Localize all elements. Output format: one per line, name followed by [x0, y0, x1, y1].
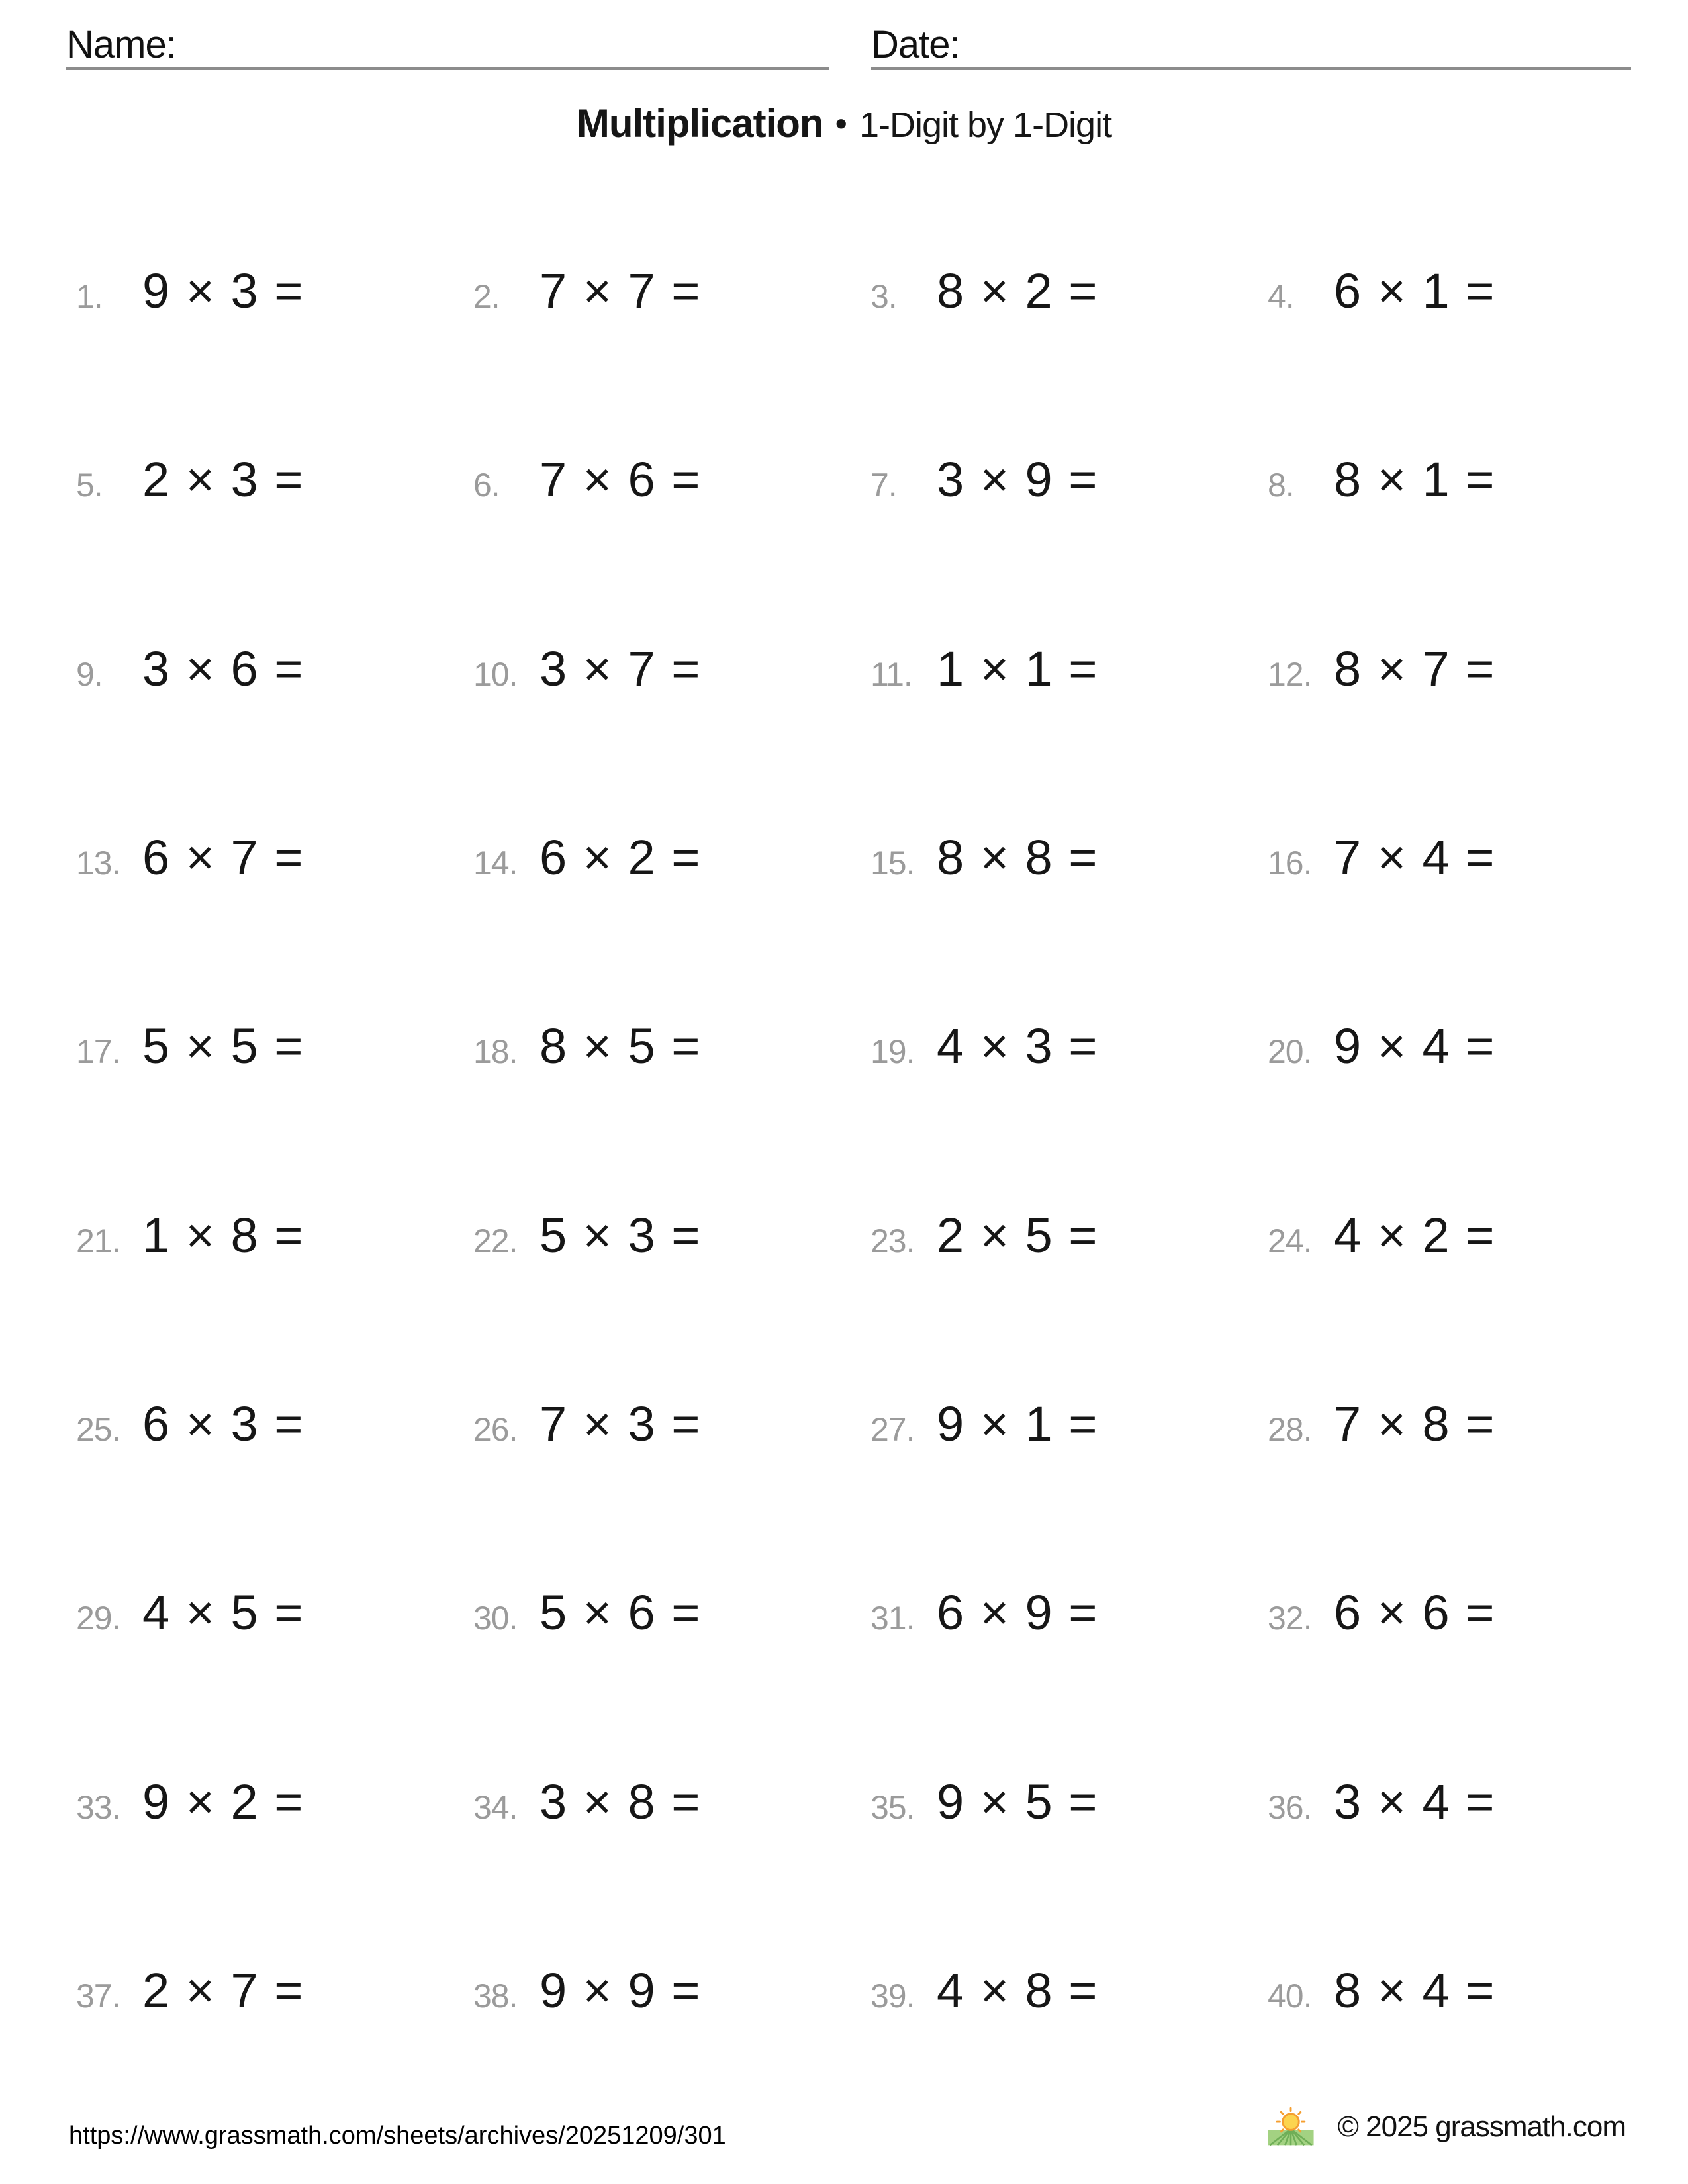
- problem-item: [473, 1207, 870, 1263]
- problem-number: 3.: [870, 278, 897, 316]
- title-main: Multiplication: [576, 101, 823, 146]
- problem-item: [76, 1018, 473, 1074]
- problem-item: [870, 1774, 1268, 1830]
- date-label: Date:: [871, 23, 960, 66]
- problem-number: 20.: [1268, 1033, 1312, 1071]
- problem-item: [1268, 1207, 1665, 1263]
- problem-number: 14.: [473, 844, 518, 882]
- problem-item: [870, 1207, 1268, 1263]
- problem-item: [473, 1584, 870, 1641]
- footer-url: https://www.grassmath.com/sheets/archives/20251209/301: [69, 2122, 726, 2150]
- problem-item: [870, 1018, 1268, 1074]
- problem-expression: 3 × 6 =: [142, 641, 303, 696]
- problem-expression: 4 × 8 =: [937, 1962, 1097, 2018]
- problem-expression: 6 × 6 =: [1334, 1585, 1494, 1641]
- problem-number: 37.: [76, 1977, 120, 2015]
- problem-item: [1268, 1396, 1665, 1452]
- problem-item: [1268, 451, 1665, 508]
- problem-item: [870, 1584, 1268, 1641]
- sun-over-field-icon: [1267, 2107, 1315, 2147]
- problem-item: [1268, 263, 1665, 319]
- problem-expression: 9 × 9 =: [539, 1962, 700, 2018]
- problem-expression: 8 × 5 =: [539, 1019, 700, 1074]
- problem-item: [1268, 829, 1665, 886]
- problem-item: [473, 1396, 870, 1452]
- problem-expression: 5 × 3 =: [539, 1207, 700, 1263]
- problem-number: 25.: [76, 1410, 120, 1448]
- problem-item: [473, 1962, 870, 2019]
- problem-item: [870, 829, 1268, 886]
- problem-item: [473, 641, 870, 697]
- problem-number: 29.: [76, 1600, 120, 1637]
- problem-number: 36.: [1268, 1788, 1312, 1826]
- problem-number: 13.: [76, 844, 120, 882]
- problem-number: 34.: [473, 1788, 518, 1826]
- problem-expression: 6 × 2 =: [539, 830, 700, 886]
- problem-item: [76, 1396, 473, 1452]
- problem-number: 26.: [473, 1410, 518, 1448]
- problem-number: 31.: [870, 1600, 915, 1637]
- problem-number: 22.: [473, 1222, 518, 1259]
- problem-expression: 2 × 7 =: [142, 1962, 303, 2018]
- problem-number: 38.: [473, 1977, 518, 2015]
- problem-item: [473, 1018, 870, 1074]
- problem-expression: 1 × 8 =: [142, 1207, 303, 1263]
- problem-expression: 7 × 6 =: [539, 452, 700, 508]
- problem-number: 27.: [870, 1410, 915, 1448]
- problem-number: 15.: [870, 844, 915, 882]
- problem-expression: 2 × 5 =: [937, 1207, 1097, 1263]
- problem-item: [473, 263, 870, 319]
- problem-item: [76, 1207, 473, 1263]
- problem-expression: 2 × 3 =: [142, 452, 303, 508]
- problem-number: 8.: [1268, 467, 1294, 504]
- problem-number: 21.: [76, 1222, 120, 1259]
- problem-expression: 7 × 3 =: [539, 1396, 700, 1451]
- problem-item: [76, 1584, 473, 1641]
- problem-number: 9.: [76, 655, 103, 693]
- problem-number: 16.: [1268, 844, 1312, 882]
- problem-item: [1268, 1018, 1665, 1074]
- footer-brand: [1267, 2107, 1626, 2147]
- problem-item: [870, 263, 1268, 319]
- problem-number: 32.: [1268, 1600, 1312, 1637]
- problem-expression: 8 × 8 =: [937, 830, 1097, 886]
- problem-expression: 9 × 5 =: [937, 1774, 1097, 1829]
- problem-item: [76, 829, 473, 886]
- problem-number: 2.: [473, 278, 500, 316]
- problem-item: [870, 451, 1268, 508]
- problem-expression: 4 × 2 =: [1334, 1207, 1494, 1263]
- problem-expression: 3 × 4 =: [1334, 1774, 1494, 1829]
- problem-item: [473, 1774, 870, 1830]
- problem-expression: 7 × 7 =: [539, 263, 700, 319]
- problem-number: 7.: [870, 467, 897, 504]
- problem-expression: 9 × 3 =: [142, 263, 303, 319]
- problem-number: 40.: [1268, 1977, 1312, 2015]
- problem-number: 6.: [473, 467, 500, 504]
- title-separator: •: [835, 105, 847, 142]
- problem-expression: 4 × 3 =: [937, 1019, 1097, 1074]
- problem-expression: 6 × 7 =: [142, 830, 303, 886]
- problem-item: [76, 263, 473, 319]
- problem-number: 18.: [473, 1033, 518, 1071]
- problem-item: [1268, 1774, 1665, 1830]
- problem-number: 19.: [870, 1033, 915, 1071]
- problem-expression: 3 × 7 =: [539, 641, 700, 696]
- problem-expression: 9 × 4 =: [1334, 1019, 1494, 1074]
- title-subtitle: 1-Digit by 1-Digit: [859, 105, 1112, 145]
- problem-expression: 8 × 4 =: [1334, 1962, 1494, 2018]
- problem-expression: 6 × 3 =: [142, 1396, 303, 1451]
- problem-item: [76, 641, 473, 697]
- problem-expression: 8 × 7 =: [1334, 641, 1494, 696]
- problem-expression: 9 × 1 =: [937, 1396, 1097, 1451]
- problem-number: 5.: [76, 467, 103, 504]
- problem-number: 4.: [1268, 278, 1294, 316]
- problem-number: 17.: [76, 1033, 120, 1071]
- problem-expression: 5 × 5 =: [142, 1019, 303, 1074]
- problem-number: 39.: [870, 1977, 915, 2015]
- problem-item: [76, 1962, 473, 2019]
- problem-item: [870, 1396, 1268, 1452]
- problem-number: 33.: [76, 1788, 120, 1826]
- problem-expression: 1 × 1 =: [937, 641, 1097, 696]
- problem-expression: 5 × 6 =: [539, 1585, 700, 1641]
- problem-expression: 7 × 4 =: [1334, 830, 1494, 886]
- worksheet-title: [0, 101, 1688, 146]
- problem-number: 1.: [76, 278, 103, 316]
- problem-expression: 9 × 2 =: [142, 1774, 303, 1829]
- problem-item: [76, 1774, 473, 1830]
- date-blank-line: [871, 67, 1631, 70]
- copyright-text: © 2025 grassmath.com: [1337, 2111, 1626, 2143]
- problem-item: [473, 829, 870, 886]
- problem-item: [1268, 641, 1665, 697]
- name-blank-line: [66, 67, 829, 70]
- problem-number: 24.: [1268, 1222, 1312, 1259]
- problem-number: 35.: [870, 1788, 915, 1826]
- problem-number: 10.: [473, 655, 518, 693]
- problem-number: 23.: [870, 1222, 915, 1259]
- problem-number: 28.: [1268, 1410, 1312, 1448]
- problem-expression: 8 × 2 =: [937, 263, 1097, 319]
- problem-expression: 3 × 9 =: [937, 452, 1097, 508]
- problem-item: [76, 451, 473, 508]
- name-label: Name:: [66, 23, 176, 66]
- problem-item: [870, 641, 1268, 697]
- problem-number: 12.: [1268, 655, 1312, 693]
- problem-item: [473, 451, 870, 508]
- problem-expression: 7 × 8 =: [1334, 1396, 1494, 1451]
- problem-item: [870, 1962, 1268, 2019]
- problem-number: 11.: [870, 655, 912, 693]
- problem-expression: 8 × 1 =: [1334, 452, 1494, 508]
- problem-expression: 6 × 9 =: [937, 1585, 1097, 1641]
- problem-expression: 6 × 1 =: [1334, 263, 1494, 319]
- problem-expression: 3 × 8 =: [539, 1774, 700, 1829]
- problem-number: 30.: [473, 1600, 518, 1637]
- problems-grid: [76, 197, 1665, 2085]
- problem-item: [1268, 1584, 1665, 1641]
- problem-item: [1268, 1962, 1665, 2019]
- problem-expression: 4 × 5 =: [142, 1585, 303, 1641]
